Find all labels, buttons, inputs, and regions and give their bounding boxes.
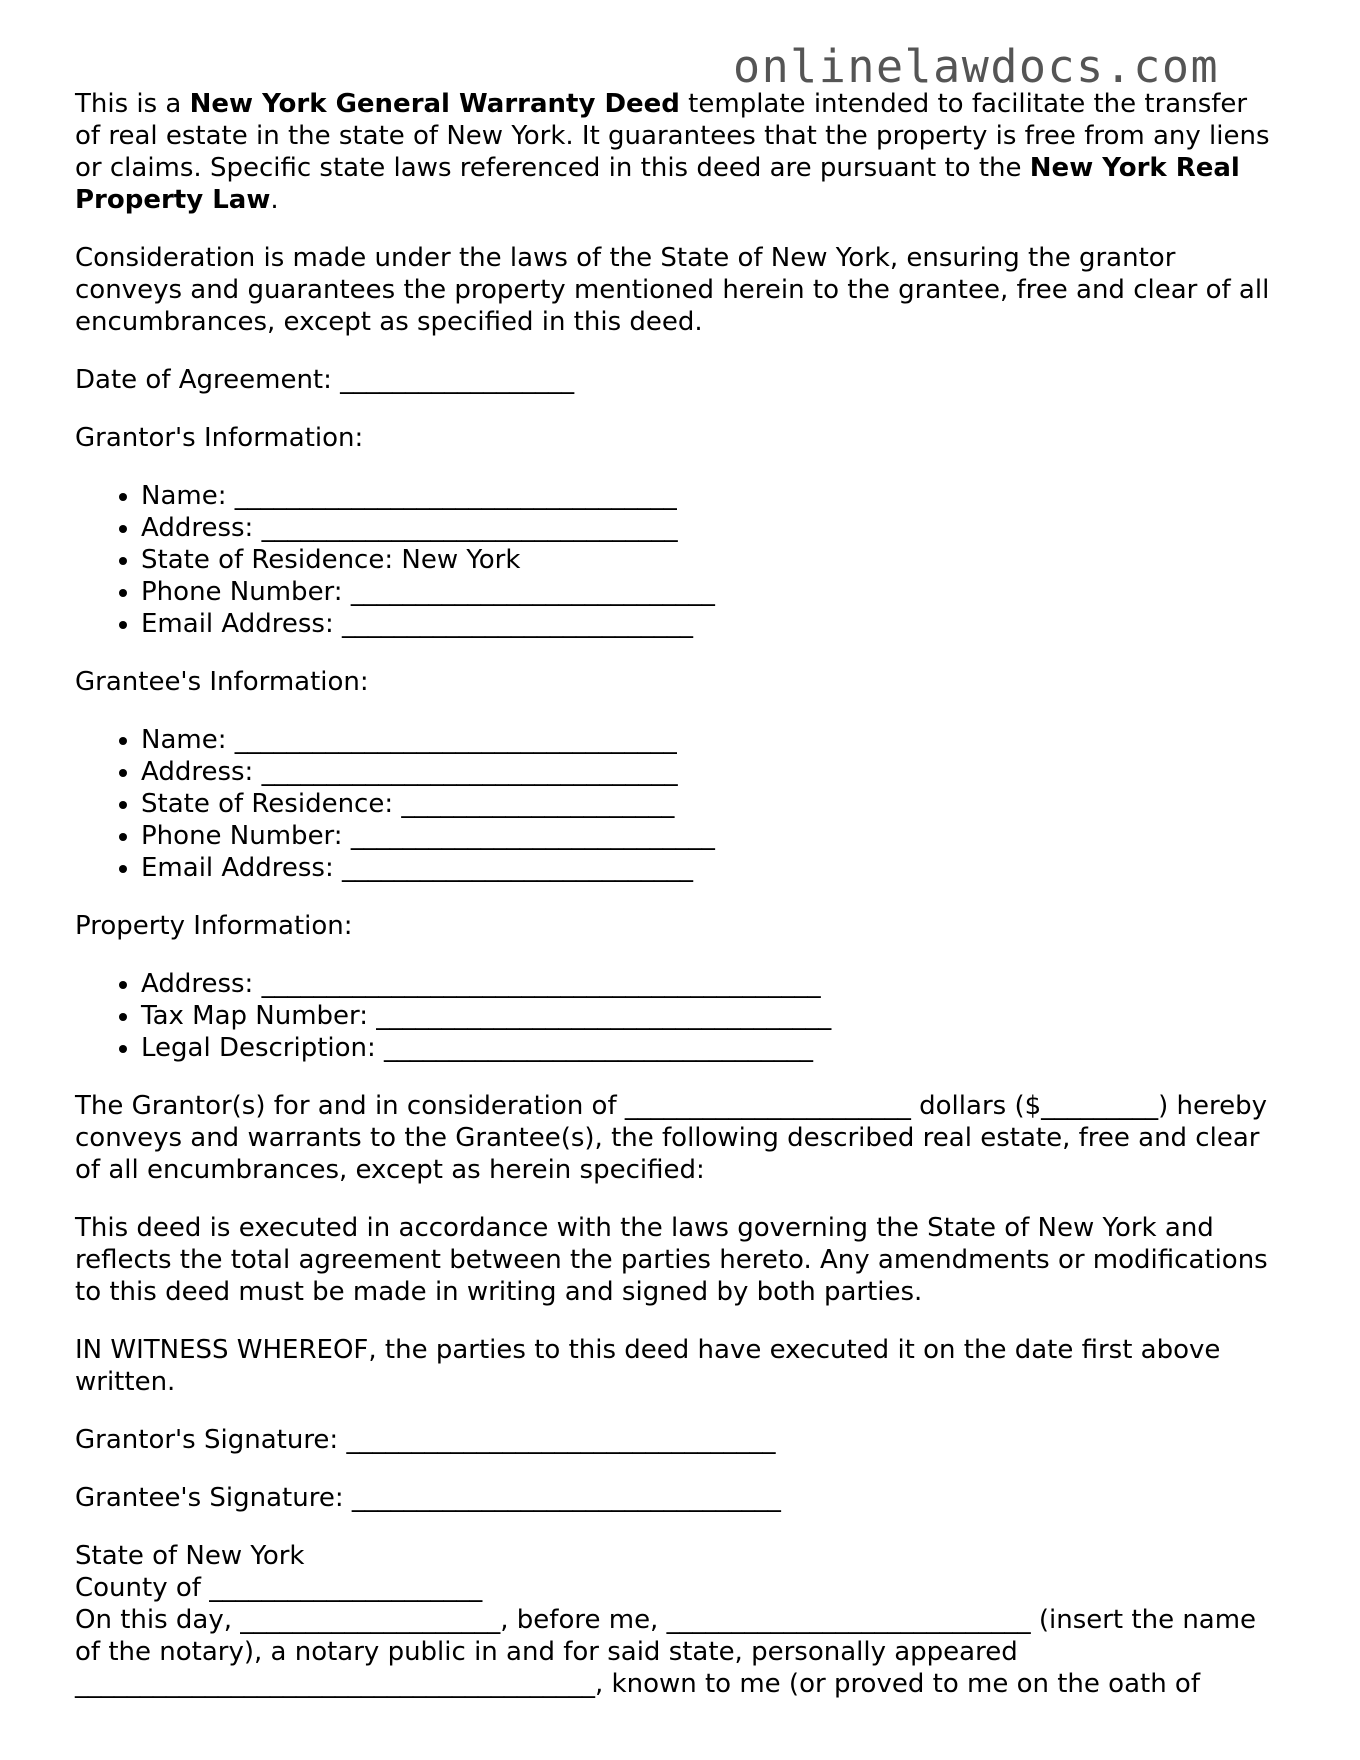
grantor-heading: Grantor's Information: [75, 423, 364, 453]
watermark: onlinelawdocs.com [733, 40, 1220, 93]
grantee-address-field: • Address: ________________________________ [141, 756, 1275, 788]
grantor-address-field: • Address: ________________________________ [141, 512, 1275, 544]
date-of-agreement-field: Date of Agreement: __________________ [75, 365, 575, 395]
law-reference: New York Real Property Law [75, 153, 1240, 215]
grantor-state-field: • State of Residence: New York [141, 544, 1275, 576]
deed-title: New York General Warranty Deed [189, 89, 680, 119]
deed-document [75, 88, 1275, 1700]
witness-paragraph: IN WITNESS WHEREOF, the parties to this deed have executed it on the date first above written. [75, 1335, 1221, 1397]
grantee-name-field: • Name: __________________________________ [141, 724, 1275, 756]
grantee-phone-field: • Phone Number: ____________________________ [141, 820, 1275, 852]
execution-paragraph: This deed is executed in accordance with the laws governing the State of New York and reflects the total agreement between the parties hereto. Any amendments or modifications to this deed must be made in writing and signed by both parties. [75, 1213, 1268, 1307]
grantee-email-field: • Email Address: ___________________________ [141, 852, 1275, 884]
grantee-signature-field: Grantee's Signature: _________________________________ [75, 1483, 781, 1513]
property-legal-description-field: • Legal Description: _________________________________ [141, 1032, 1275, 1064]
notary-state: State of New York [75, 1541, 305, 1571]
property-tax-map-field: • Tax Map Number: ___________________________________ [141, 1000, 1275, 1032]
grantor-signature-field: Grantor's Signature: _________________________________ [75, 1425, 776, 1455]
property-address-field: • Address: ___________________________________________ [141, 968, 1275, 1000]
intro-paragraph: This is a New York General Warranty Deed template intended to facilitate the transfer of real estate in the state of New York. It guarantees that the property is free from any liens or claims. Specific state laws referenced in this deed are pursuant to the New York Real Property Law. [75, 89, 1270, 215]
notary-section [75, 1540, 1275, 1700]
conveyance-paragraph: The Grantor(s) for and in consideration of ______________________ dollars ($_________) hereby conveys and warrants to the Grantee(s), the following described real estate, free and clear of all encumbrances, except as herein specified: [75, 1091, 1268, 1185]
property-info-list [75, 968, 1275, 1064]
consideration-intro: Consideration is made under the laws of the State of New York, ensuring the grantor conveys and guarantees the property mentioned herein to the grantee, free and clear of all encumbrances, except as specified in this deed. [75, 243, 1270, 337]
grantee-heading: Grantee's Information: [75, 667, 369, 697]
notary-acknowledgment: On this day, ____________________, before me, ____________________________ (insert the name of the notary), a notary public in and for said state, personally appeared ________________________________________, known to me (or proved to me on the oath of [75, 1605, 1257, 1699]
notary-county-field: County of _____________________ [75, 1573, 483, 1603]
grantee-state-field: • State of Residence: _____________________ [141, 788, 1275, 820]
property-heading: Property Information: [75, 911, 353, 941]
grantee-info-list [75, 724, 1275, 884]
grantor-phone-field: • Phone Number: ____________________________ [141, 576, 1275, 608]
grantor-info-list [75, 480, 1275, 640]
grantor-name-field: • Name: __________________________________ [141, 480, 1275, 512]
grantor-email-field: • Email Address: ___________________________ [141, 608, 1275, 640]
